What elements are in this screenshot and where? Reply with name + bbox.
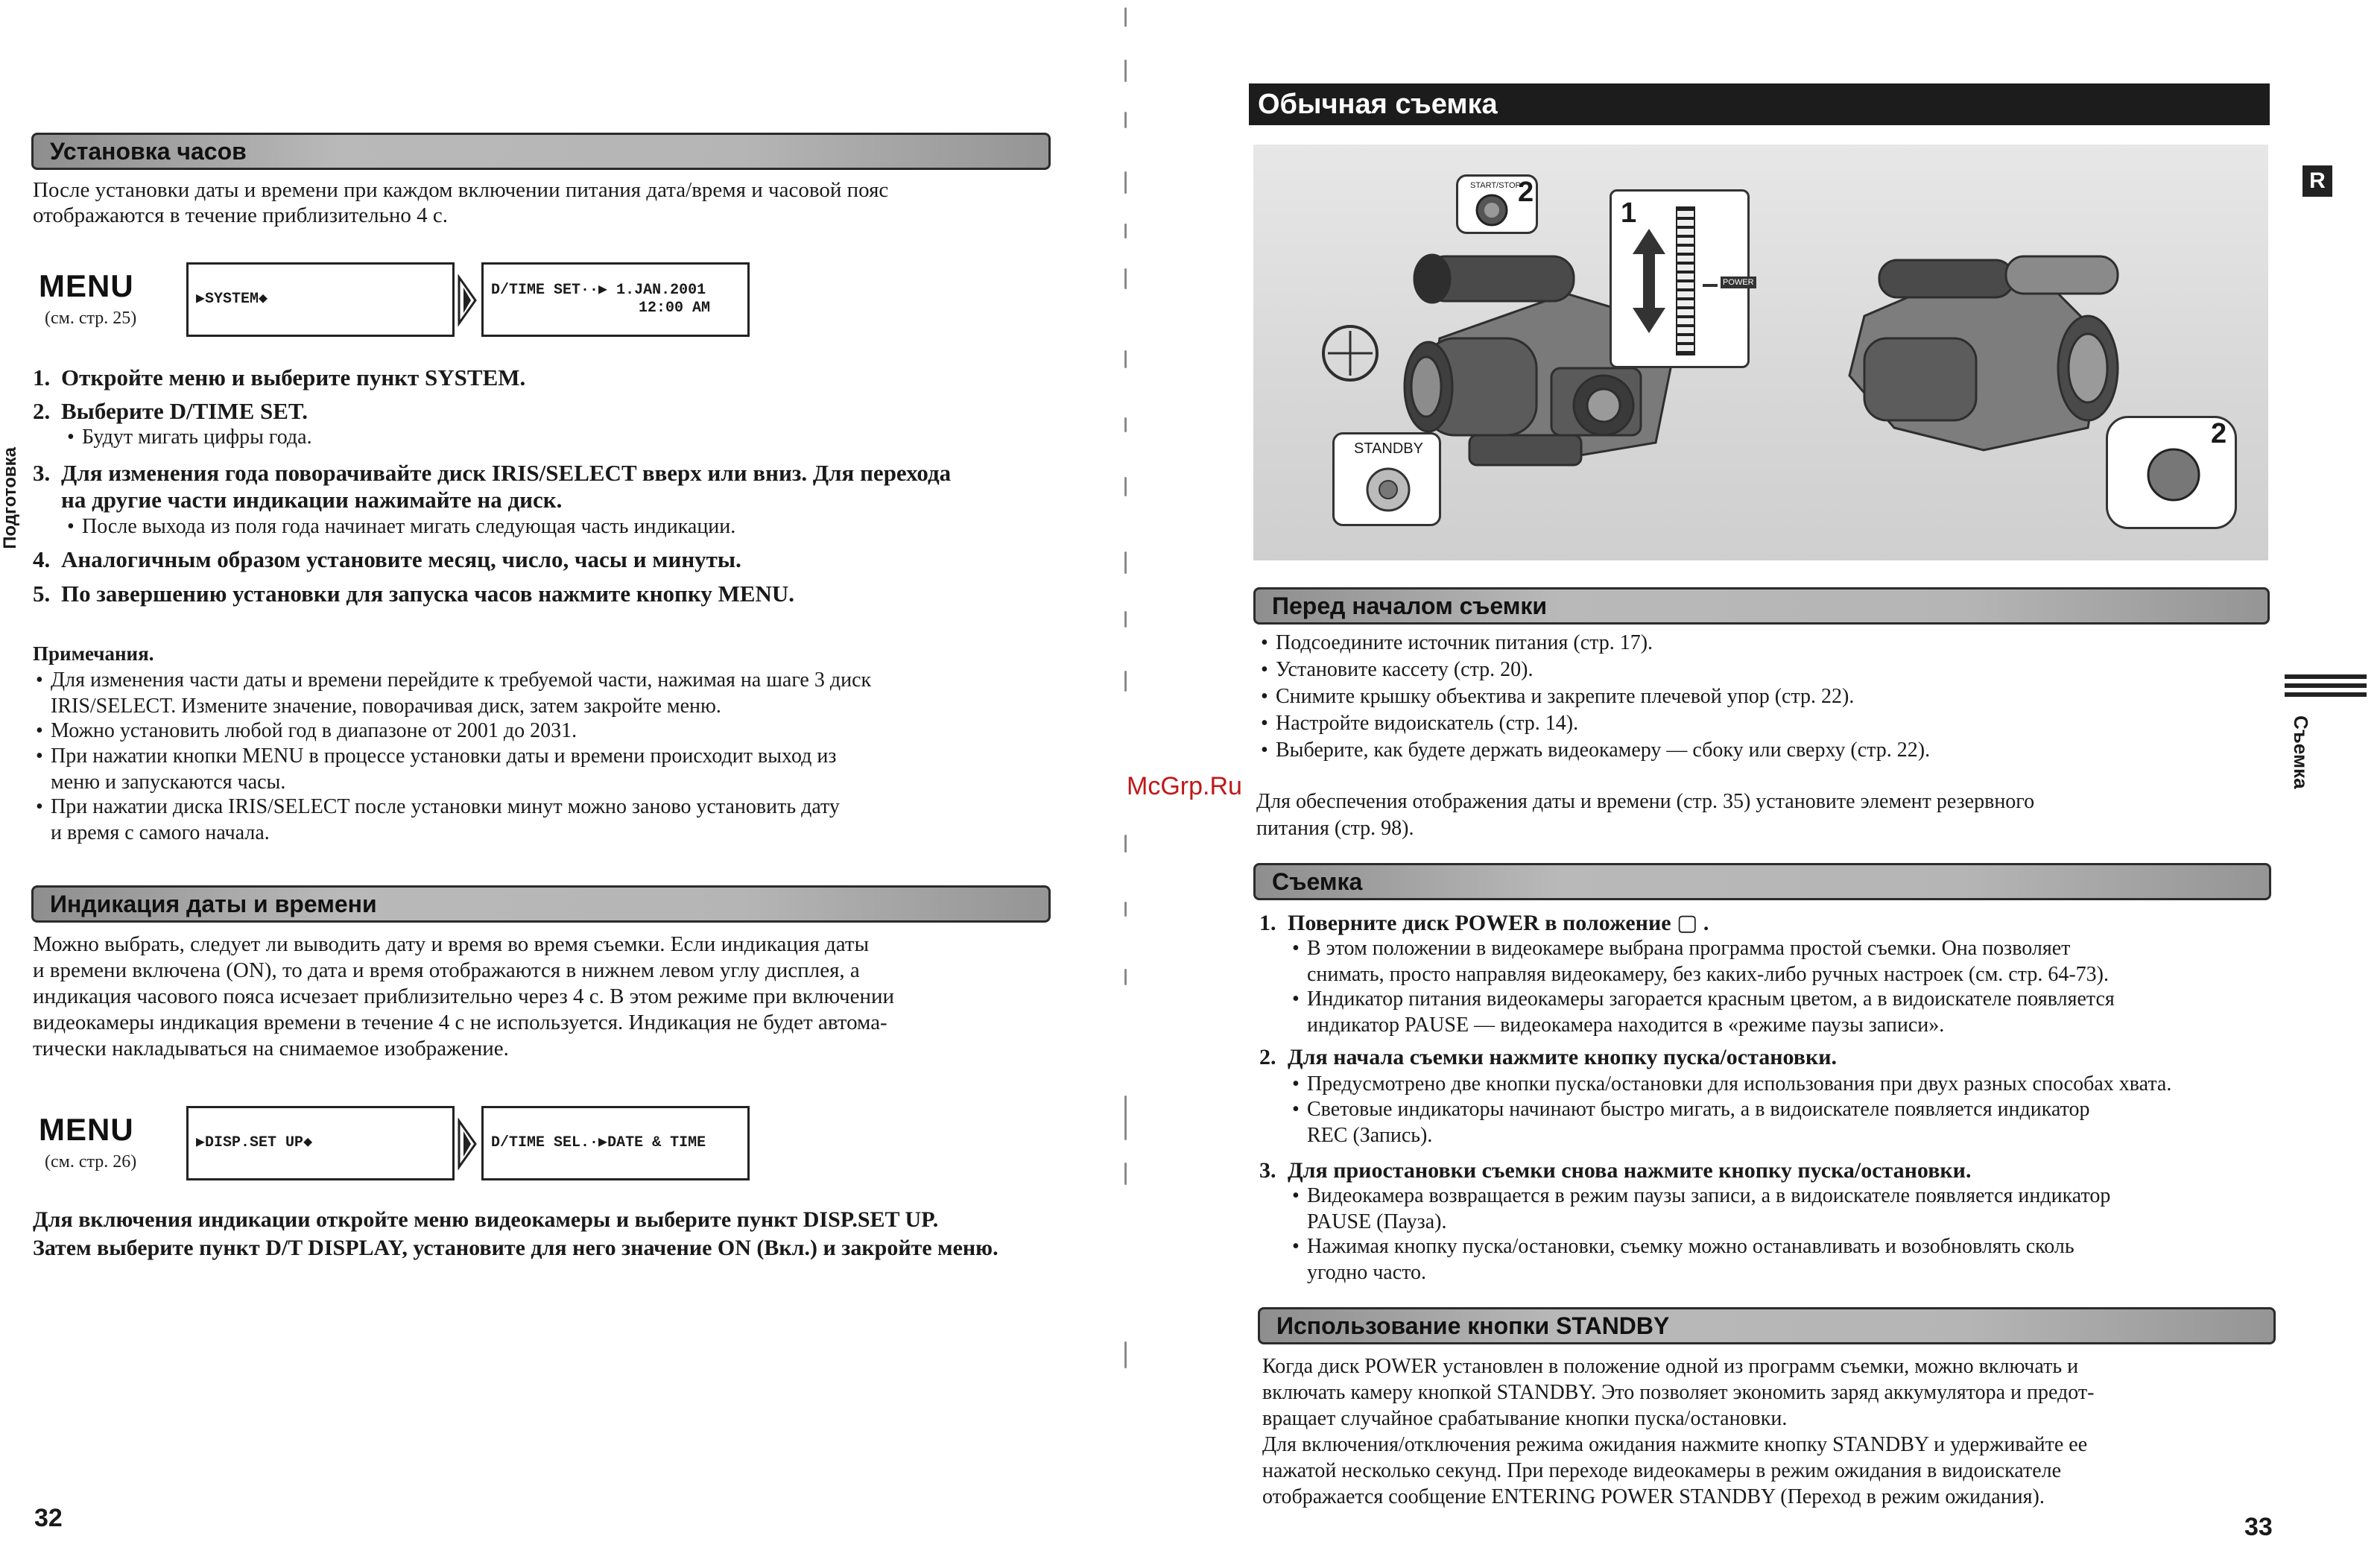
note-3-line-2: меню и запускаются часы. [51, 771, 286, 794]
before-item-2: • Установите кассету (стр. 20). [1276, 657, 1534, 683]
power-label: POWER [1721, 276, 1756, 288]
standby-para-line-5: нажатой несколько секунд. При переходе видеокамеры в режим ожидания в видоискателе [1262, 1459, 2062, 1482]
page-number-right: 33 [2244, 1513, 2273, 1541]
menu-label-2: MENU [39, 1112, 134, 1147]
shoot-step-1-note-2-line-1: • Индикатор питания видеокамеры загорается красным цветом, а в видоискателе появляется [1307, 987, 2115, 1012]
shoot-step-3: 3. Для приостановки съемки снова нажмите кнопку пуска/остановки. [1259, 1158, 1972, 1183]
callout-number-2a: 2 [1518, 177, 1534, 208]
clock-intro-line-1: После установки даты и времени при каждом включении питания дата/время и часовой пояс [33, 178, 889, 202]
shoot-step-3-note-2-line-1: • Нажимая кнопку пуска/остановки, съемку можно останавливать и возобновлять сколь [1307, 1234, 2074, 1259]
standby-para-line-1: Когда диск POWER установлен в положение одной из программ съемки, можно включать и [1262, 1355, 2079, 1378]
shoot-step-3-note-2-line-2: угодно часто. [1307, 1261, 1427, 1284]
menu-label: MENU [39, 268, 134, 303]
camcorder-photo [1253, 145, 2268, 560]
note-1-line-1: • Для изменения части даты и времени перейдите к требуемой части, нажимая на шаге 3 диск [51, 668, 871, 693]
standby-button-icon [1364, 466, 1412, 513]
watermark: McGrp.Ru [1127, 772, 1242, 800]
clock-step-3: 3. Для изменения года поворачивайте диск IRIS/SELECT вверх или вниз. Для перехода [33, 460, 952, 486]
side-tab-shooting: Съемка [2290, 715, 2312, 789]
menu-screen-dtime-set [481, 262, 750, 337]
backup-line-2: питания (стр. 98). [1256, 817, 1414, 840]
menu-page-ref: (см. стр. 25) [45, 309, 137, 328]
shoot-step-1-note-2-line-2: индикатор PAUSE — видеокамера находится в «режиме паузы записи». [1307, 1014, 1945, 1037]
datetime-instruction-line-2: Затем выберите пункт D/T DISPLAY, установите для него значение ON (Вкл.) и закройте меню. [33, 1236, 998, 1260]
shoot-step-1-note-1-line-1: • В этом положении в видеокамере выбрана программа простой съемки. Она позволяет [1307, 936, 2070, 961]
before-item-3: • Снимите крышку объектива и закрепите плечевой упор (стр. 22). [1276, 684, 1854, 709]
page-number-left: 32 [34, 1504, 63, 1532]
menu-next-arrow-icon [458, 274, 477, 326]
section-header-standby: Использование кнопки STANDBY [1258, 1307, 2276, 1344]
before-item-5: • Выберите, как будете держать видеокамеру — сбоку или сверху (стр. 22). [1276, 738, 1930, 763]
section-header-shooting: Съемка [1253, 863, 2271, 900]
section-header-clock: Установка часов [31, 133, 1051, 170]
before-item-4: • Настройте видоискатель (стр. 14). [1276, 711, 1578, 736]
header-normal-shooting: Обычная съемка [1249, 83, 2270, 125]
standby-para-line-4: Для включения/отключения режима ожидания нажмите кнопку STANDBY и удерживайте ее [1262, 1433, 2088, 1456]
callout-number-2b: 2 [2211, 418, 2227, 449]
section-thumb-lines [2285, 674, 2367, 704]
standby-para-line-3: вращает случайное срабатывание кнопки пуска/остановки. [1262, 1407, 1788, 1430]
clock-step-5: 5. По завершению установки для запуска часов нажмите кнопку MENU. [33, 581, 795, 607]
standby-para-line-6: отображается сообщение ENTERING POWER STANDBY (Переход в режим ожидания). [1262, 1485, 2045, 1508]
shoot-step-3-note-1-line-1: • Видеокамера возвращается в режим паузы записи, а в видоискателе появляется индикатор [1307, 1183, 2110, 1209]
shoot-step-1-note-1-line-2: снимать, просто направляя видеокамеру, без каких-либо ручных настроек (см. стр. 64-73). [1307, 963, 2109, 986]
menu-next-arrow-icon-2 [458, 1118, 477, 1170]
side-tab-preparation: Подготовка [0, 447, 20, 549]
standby-label: STANDBY [1354, 440, 1423, 457]
note-4-line-2: и время с самого начала. [51, 821, 270, 844]
before-item-1: • Подсоедините источник питания (стр. 17). [1276, 630, 1653, 656]
clock-step-1: 1. Откройте меню и выберите пункт SYSTEM. [33, 364, 526, 391]
datetime-para-line-4: видеокамеры индикация времени в течение 4 с не используется. Индикация не будет автома- [33, 1011, 887, 1034]
section-header-before: Перед началом съемки [1253, 587, 2270, 625]
power-dial-callout [1610, 189, 1754, 368]
notes-title: Примечания. [33, 642, 154, 665]
menu-screen-dtime-line-1: D/TIME SET··▶ 1.JAN.2001 [491, 282, 706, 299]
standby-callout [1332, 432, 1441, 526]
language-tab-r: R [2303, 165, 2332, 197]
start-stop-label: START/STOP [1470, 181, 1521, 190]
power-pointer [1703, 284, 1718, 287]
up-down-arrow-icon [1627, 229, 1671, 333]
clock-step-3-line-2: на другие части индикации нажимайте на диск. [61, 487, 563, 513]
shoot-step-2-note-2-line-1: • Световые индикаторы начинают быстро мигать, а в видоискателе появляется индикатор [1307, 1097, 2090, 1122]
clock-step-2-note: • Будут мигать цифры года. [82, 425, 312, 450]
standby-para-line-2: включать камеру кнопкой STANDBY. Это позволяет экономить заряд аккумулятора и предот- [1262, 1381, 2095, 1404]
clock-intro-line-2: отображаются в течение приблизительно 4 с. [33, 203, 449, 227]
clock-step-2: 2. Выберите D/TIME SET. [33, 398, 308, 424]
callout-number-1: 1 [1621, 197, 1637, 229]
menu-screen-dtime-line-2: 12:00 AM [638, 300, 710, 317]
power-dial-icon [1676, 206, 1695, 355]
menu-page-ref-2: (см. стр. 26) [45, 1152, 137, 1172]
datetime-para-line-2: и времени включена (ON), то дата и время отображаются в нижнем левом углу дисплея, а [33, 958, 860, 982]
section-header-datetime: Индикация даты и времени [31, 885, 1051, 923]
shoot-step-3-note-1-line-2: PAUSE (Пауза). [1307, 1210, 1447, 1233]
backup-line-1: Для обеспечения отображения даты и времени (стр. 35) установите элемент резервного [1256, 790, 2035, 813]
datetime-para-line-5: тически накладываться на снимаемое изображение. [33, 1037, 509, 1060]
shoot-step-2: 2. Для начала съемки нажмите кнопку пуска/остановки. [1259, 1045, 1838, 1069]
second-start-stop-callout [2106, 416, 2237, 529]
datetime-para-line-3: индикация часового пояса исчезает приблизительно через 4 с. В этом режиме при включении [33, 984, 895, 1008]
note-3-line-1: • При нажатии кнопки MENU в процессе установки даты и времени происходит выход из [51, 744, 836, 769]
menu-screen-disp-set-up: ▶DISP.SET UP◆ [186, 1106, 455, 1180]
menu-screen-system: ▶SYSTEM◆ [186, 262, 455, 337]
datetime-instruction-line-1: Для включения индикации откройте меню видеокамеры и выберите пункт DISP.SET UP. [33, 1207, 939, 1232]
start-stop-callout [1456, 174, 1538, 234]
left-page [0, 0, 1118, 1568]
menu-screen-dtime-sel: D/TIME SEL.·▶DATE & TIME [481, 1106, 750, 1180]
shoot-step-2-note-2-line-2: REC (Запись). [1307, 1124, 1433, 1147]
start-stop-button-icon [1475, 193, 1509, 227]
start-stop-button-icon-2 [2144, 445, 2203, 505]
shoot-step-2-note-1: • Предусмотрено две кнопки пуска/остановки для использования при двух разных способах хвата. [1307, 1072, 2171, 1097]
note-2: • Можно установить любой год в диапазоне от 2001 до 2031. [51, 718, 577, 744]
note-4-line-1: • При нажатии диска IRIS/SELECT после установки минут можно заново установить дату [51, 794, 840, 820]
note-1-line-2: IRIS/SELECT. Измените значение, поворачивая диск, затем закройте меню. [51, 695, 721, 718]
clock-step-3-note: • После выхода из поля года начинает мигать следующая часть индикации. [82, 514, 735, 540]
clock-step-4: 4. Аналогичным образом установите месяц, число, часы и минуты. [33, 546, 741, 572]
datetime-para-line-1: Можно выбрать, следует ли выводить дату и время во время съемки. Если индикация даты [33, 932, 870, 956]
shoot-step-1: 1. Поверните диск POWER в положение ▢ . [1259, 911, 1709, 935]
